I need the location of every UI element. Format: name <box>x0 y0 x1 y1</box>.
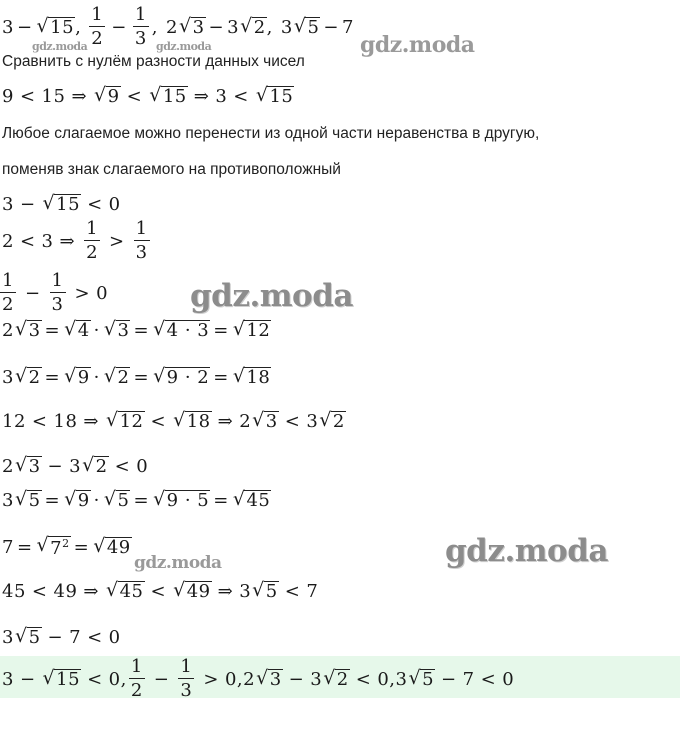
watermark-logo: gdz.moda <box>190 278 353 314</box>
rule-text-line-2: поменяв знак слагаемого на противоположный <box>2 161 341 178</box>
final-answer: 3 − √ 15 < 0 , $\frac{1}{2}$ − $\frac{1}{3}$ > 0 , 2 √ 3 − 3 √ 2 < 0 , 3 √ 5 − 7 < 0 <box>2 656 515 701</box>
expression-line: 7 = √ $7^2$ = √ 49 <box>2 534 131 559</box>
expression-line: 3 − √ 15 < 0 <box>2 192 121 216</box>
watermark-logo: gdz.moda <box>32 40 88 53</box>
watermark-logo: gdz.moda <box>156 40 212 53</box>
expression-line: 45 < 49 ⇒ √ 45 < √ 49 ⇒ 3 √ 5 < 7 <box>2 579 319 603</box>
header-expression: 3 − √ 15 , $\frac{1}{2}$ − $\frac{1}{3}$ , 2 √ 3 − 3 √ 2 , 3 √ 5 − 7 <box>2 4 354 49</box>
watermark-logo: gdz.moda <box>445 533 608 569</box>
watermark-logo: gdz.moda <box>360 32 475 58</box>
expression-line: 2 √ 3 = √ 4 · √ 3 = √ 4 · 3 = √ 12 <box>2 318 271 342</box>
fraction: $\frac{1}{2}$ <box>91 4 104 49</box>
fraction: $\frac{1}{3}$ <box>134 4 147 49</box>
watermark-logo: gdz.moda <box>134 553 222 573</box>
expression-line: 3 √ 2 = √ 9 · √ 2 = √ 9 · 2 = √ 18 <box>2 365 271 389</box>
expression-line: 3 √ 5 − 7 < 0 <box>2 625 121 649</box>
rule-text-line-1: Любое слагаемое можно перенести из одной части неравенства в другую, <box>2 125 540 142</box>
expression-line: 2 √ 3 − 3 √ 2 < 0 <box>2 454 149 478</box>
sqrt-symbol: √ 15 <box>36 14 75 38</box>
expression-line: 9 < 15 ⇒ √ 9 < √ 15 ⇒ 3 < √ 15 <box>2 84 294 108</box>
expression-line: 2 < 3 ⇒ $\frac{1}{2}$ > $\frac{1}{3}$ <box>2 218 148 263</box>
expression-line: 3 √ 5 = √ 9 · √ 5 = √ 9 · 5 = √ 45 <box>2 488 271 512</box>
expression-line: $\frac{1}{2}$ − $\frac{1}{3}$ > 0 <box>2 270 109 315</box>
expression-line: 12 < 18 ⇒ √ 12 < √ 18 ⇒ 2 √ 3 < 3 √ 2 <box>2 409 345 433</box>
compare-instruction: Сравнить с нулём разности данных чисел <box>2 53 305 70</box>
